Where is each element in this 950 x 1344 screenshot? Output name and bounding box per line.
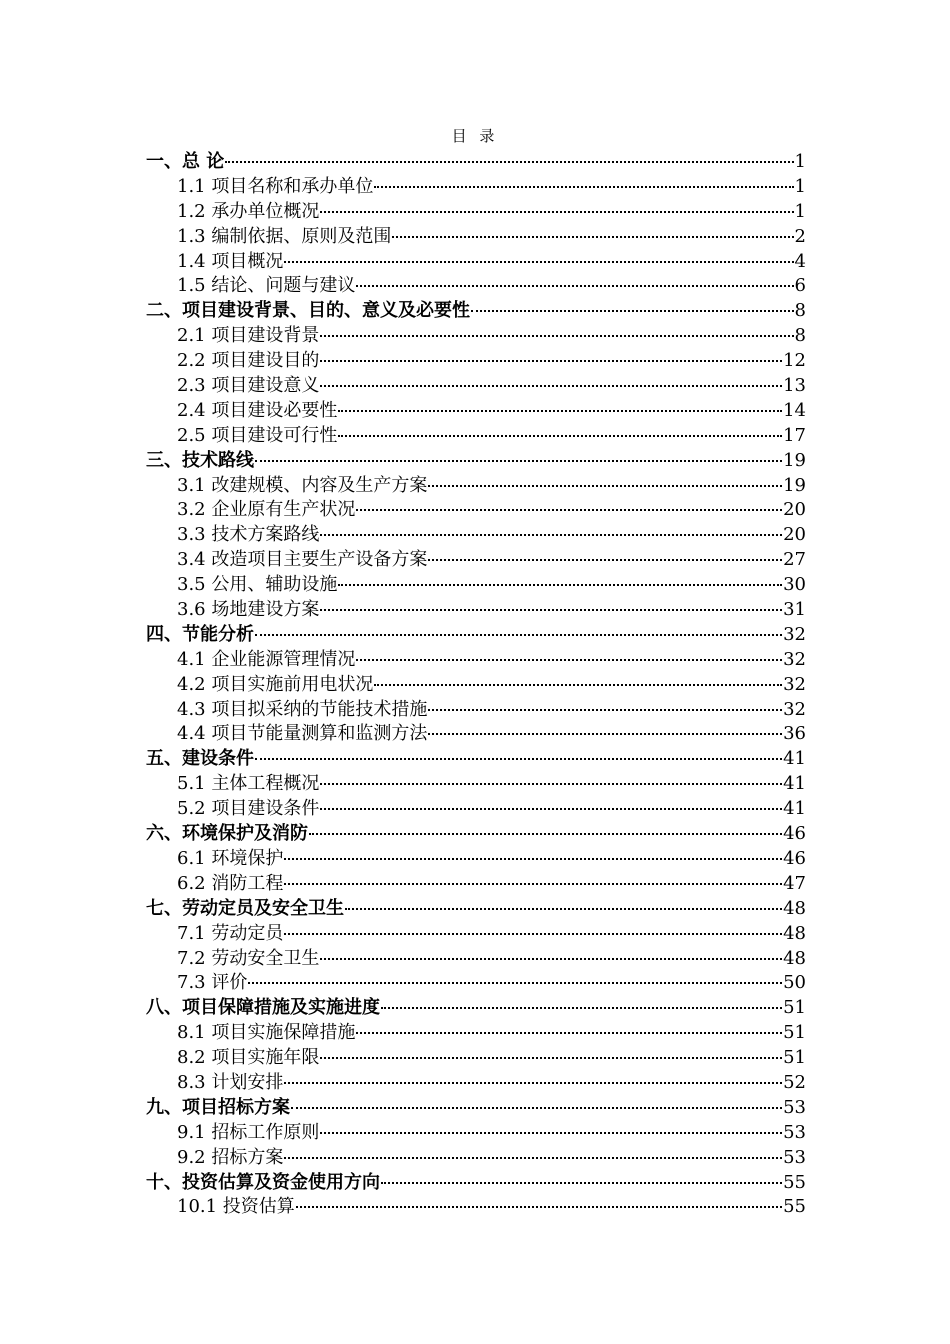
toc-section-entry[interactable] [146,225,806,250]
toc-page-number: 48 [783,922,806,944]
toc-entry-label: 十、投资估算及资金使用方向 [146,1171,380,1193]
toc-entry-label: 1.2 承办单位概况 [177,200,320,222]
toc-page-number: 19 [783,474,806,496]
toc-dot-leader [345,908,782,910]
toc-dot-leader [284,933,782,935]
toc-chapter-entry[interactable] [146,747,806,772]
toc-page-number: 41 [783,748,806,770]
toc-dot-leader [320,385,782,387]
toc-entry-label: 2.2 项目建设目的 [177,350,320,372]
toc-page-number: 48 [783,947,806,969]
toc-dot-leader [320,335,793,337]
toc-entry-label: 3.6 场地建设方案 [177,599,320,621]
toc-page-number: 53 [783,1121,806,1143]
toc-section-entry[interactable] [146,1146,806,1171]
toc-chapter-entry[interactable] [146,449,806,474]
toc-entry-label: 6.1 环境保护 [177,847,284,869]
toc-entry-label: 7.1 劳动定员 [177,922,284,944]
toc-entry-label: 九、项目招标方案 [146,1096,290,1118]
toc-entry-label: 3.2 企业原有生产状况 [177,499,356,521]
toc-section-entry[interactable] [146,922,806,947]
toc-dot-leader [320,360,782,362]
toc-entry-label: 3.4 改造项目主要生产设备方案 [177,549,428,571]
toc-dot-leader [356,659,782,661]
toc-entry-label: 5.2 项目建设条件 [177,798,320,820]
toc-dot-leader [338,584,782,586]
toc-page-number: 17 [783,424,806,446]
toc-section-entry[interactable] [146,797,806,822]
toc-dot-leader [248,982,782,984]
toc-entry-label: 3.5 公用、辅助设施 [177,574,338,596]
toc-dot-leader [392,236,793,238]
toc-page-number: 30 [783,574,806,596]
toc-chapter-entry[interactable] [146,996,806,1021]
toc-dot-leader [284,261,793,263]
toc-dot-leader [374,684,782,686]
toc-entry-label: 3.3 技术方案路线 [177,524,320,546]
toc-dot-leader [338,410,782,412]
toc-page-number: 55 [783,1171,806,1193]
toc-entry-label: 9.1 招标工作原则 [177,1121,320,1143]
toc-page-number: 1 [794,151,806,172]
toc-dot-leader [255,758,782,760]
toc-section-entry[interactable] [146,324,806,349]
toc-page-number: 4 [794,250,806,272]
toc-dot-leader [255,460,782,462]
toc-page-number: 20 [783,524,806,546]
toc-dot-leader [320,1132,782,1134]
toc-section-entry[interactable] [146,573,806,598]
toc-entry-label: 7.3 评价 [177,972,248,994]
toc-chapter-entry[interactable] [146,299,806,324]
toc-dot-leader [284,1082,782,1084]
toc-page-number: 27 [783,549,806,571]
toc-chapter-entry[interactable] [146,897,806,922]
toc-dot-leader [320,1057,782,1059]
toc-entry-label: 1.3 编制依据、原则及范围 [177,225,392,247]
toc-page-number: 2 [794,225,806,247]
toc-page-number: 47 [783,872,806,894]
toc-section-entry[interactable] [146,598,806,623]
toc-section-entry[interactable] [146,200,806,225]
toc-entry-label: 一、总 论 [146,151,225,172]
toc-dot-leader [284,858,782,860]
toc-section-entry[interactable] [146,872,806,897]
toc-dot-leader [320,783,782,785]
toc-dot-leader [356,1032,782,1034]
toc-entry-label: 8.1 项目实施保障措施 [177,1022,356,1044]
toc-entry-label: 八、项目保障措施及实施进度 [146,997,380,1019]
toc-page-number: 31 [783,599,806,621]
toc-entry-label: 6.2 消防工程 [177,872,284,894]
toc-section-entry[interactable] [146,175,806,200]
toc-section-entry[interactable] [146,1046,806,1071]
toc-entry-label: 4.2 项目实施前用电状况 [177,673,374,695]
toc-page-number: 53 [783,1096,806,1118]
toc-page-number: 51 [783,997,806,1019]
toc-dot-leader [338,435,782,437]
toc-chapter-entry[interactable] [146,623,806,648]
toc-dot-leader [320,211,793,213]
toc-dot-leader [320,958,782,960]
toc-dot-leader [356,285,793,287]
toc-dot-leader [428,559,782,561]
toc-entry-label: 4.1 企业能源管理情况 [177,648,356,670]
toc-section-entry[interactable] [146,1021,806,1046]
toc-dot-leader [356,509,782,511]
toc-page-number: 41 [783,773,806,795]
toc-dot-leader [320,808,782,810]
toc-section-entry[interactable] [146,1195,806,1220]
toc-chapter-entry[interactable] [146,1096,806,1121]
toc-dot-leader [291,1107,782,1109]
toc-page-number: 32 [783,673,806,695]
toc-entry-label: 4.4 项目节能量测算和监测方法 [177,723,428,745]
toc-entry-label: 4.3 项目拟采纳的节能技术措施 [177,698,428,720]
toc-section-entry[interactable] [146,523,806,548]
toc-entry-label: 2.1 项目建设背景 [177,325,320,347]
toc-section-entry[interactable] [146,722,806,747]
toc-section-entry[interactable] [146,548,806,573]
toc-page-number: 41 [783,798,806,820]
toc-section-entry[interactable] [146,698,806,723]
toc-page-number: 51 [783,1022,806,1044]
toc-page-number: 8 [794,325,806,347]
toc-list [146,150,806,1220]
toc-section-entry[interactable] [146,772,806,797]
toc-page-number: 32 [783,698,806,720]
toc-page-number: 46 [783,823,806,845]
toc-entry-label: 2.4 项目建设必要性 [177,399,338,421]
toc-page-number: 53 [783,1146,806,1168]
toc-page-number: 8 [794,300,806,322]
toc-chapter-entry[interactable] [146,150,806,175]
toc-entry-label: 七、劳动定员及安全卫生 [146,897,344,919]
toc-section-entry[interactable] [146,424,806,449]
toc-chapter-entry[interactable] [146,1171,806,1196]
toc-section-entry[interactable] [146,947,806,972]
toc-dot-leader [284,883,782,885]
toc-page-number: 1 [794,175,806,197]
toc-page-number: 20 [783,499,806,521]
toc-section-entry[interactable] [146,847,806,872]
toc-chapter-entry[interactable] [146,822,806,847]
toc-entry-label: 7.2 劳动安全卫生 [177,947,320,969]
toc-section-entry[interactable] [146,374,806,399]
toc-title: 目 录 [451,127,499,145]
toc-section-entry[interactable] [146,474,806,499]
toc-entry-label: 四、节能分析 [146,623,254,645]
toc-dot-leader [374,186,793,188]
toc-entry-label: 1.5 结论、问题与建议 [177,275,356,297]
toc-page-number: 6 [794,275,806,297]
toc-entry-label: 5.1 主体工程概况 [177,773,320,795]
toc-entry-label: 10.1 投资估算 [177,1196,295,1218]
toc-page-number: 32 [783,623,806,645]
toc-page-number: 13 [783,375,806,397]
toc-entry-label: 3.1 改建规模、内容及生产方案 [177,474,428,496]
toc-section-entry[interactable] [146,673,806,698]
toc-section-entry[interactable] [146,399,806,424]
toc-entry-label: 8.2 项目实施年限 [177,1047,320,1069]
toc-dot-leader [255,634,782,636]
toc-entry-label: 8.3 计划安排 [177,1071,284,1093]
toc-page-number: 12 [783,350,806,372]
toc-dot-leader [284,1157,782,1159]
toc-entry-label: 二、项目建设背景、目的、意义及必要性 [146,300,470,322]
toc-page-number: 36 [783,723,806,745]
toc-entry-label: 9.2 招标方案 [177,1146,284,1168]
toc-section-entry[interactable] [146,250,806,275]
toc-section-entry[interactable] [146,498,806,523]
toc-dot-leader [471,310,794,312]
toc-section-entry[interactable] [146,648,806,673]
toc-section-entry[interactable] [146,349,806,374]
toc-page-number: 48 [783,897,806,919]
toc-dot-leader [381,1182,782,1184]
toc-page-number: 50 [783,972,806,994]
toc-section-entry[interactable] [146,274,806,299]
toc-entry-label: 五、建设条件 [146,748,254,770]
toc-dot-leader [381,1007,782,1009]
toc-page-number: 14 [783,399,806,421]
toc-page-number: 32 [783,648,806,670]
toc-section-entry[interactable] [146,1121,806,1146]
toc-dot-leader [428,733,782,735]
toc-entry-label: 2.5 项目建设可行性 [177,424,338,446]
toc-page-number: 46 [783,847,806,869]
toc-page-number: 52 [783,1071,806,1093]
toc-page-number: 1 [794,200,806,222]
toc-page-number: 55 [783,1196,806,1218]
toc-page-number: 51 [783,1047,806,1069]
toc-section-entry[interactable] [146,1071,806,1096]
toc-entry-label: 三、技术路线 [146,449,254,471]
toc-dot-leader [320,609,782,611]
toc-page-number: 19 [783,449,806,471]
toc-dot-leader [428,709,782,711]
toc-entry-label: 1.1 项目名称和承办单位 [177,175,374,197]
toc-entry-label: 2.3 项目建设意义 [177,375,320,397]
toc-dot-leader [225,161,793,163]
toc-dot-leader [309,833,782,835]
toc-dot-leader [428,485,782,487]
toc-entry-label: 六、环境保护及消防 [146,823,308,845]
toc-dot-leader [296,1206,782,1208]
toc-entry-label: 1.4 项目概况 [177,250,284,272]
toc-section-entry[interactable] [146,971,806,996]
toc-dot-leader [320,534,782,536]
